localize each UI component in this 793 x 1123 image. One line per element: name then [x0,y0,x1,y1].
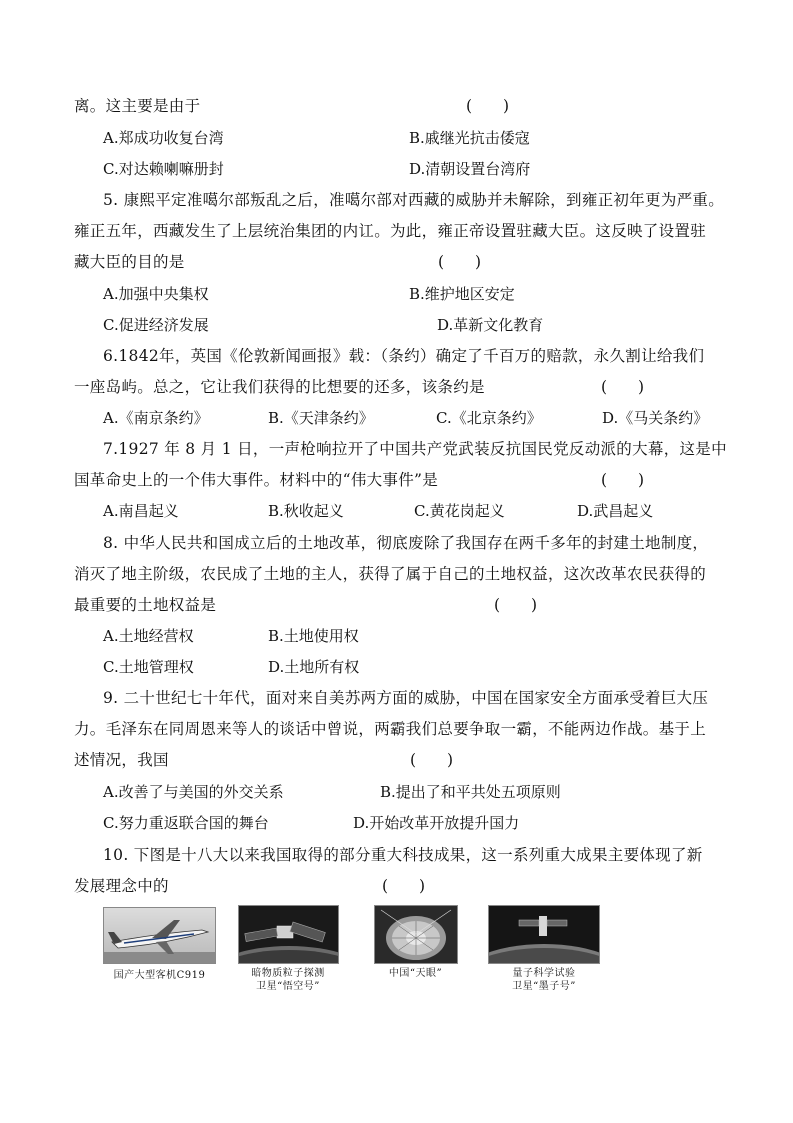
q7-option-d: D.武昌起义 [577,502,654,520]
figure-c919 [103,907,216,997]
q9-option-d: D.开始改革开放提升国力 [353,814,520,832]
q8-stem-line-2: 消灭了地主阶级，农民成了土地的主人，获得了属于自己的土地权益，这次改革农民获得的 [74,565,707,583]
figure-mozi [488,905,600,997]
figure-wukong-caption-line-2: 卫星“悟空号” [256,981,320,992]
q4-option-c: C.对达赖喇嘛册封 [103,160,224,178]
radio-telescope-photo-icon [374,905,458,964]
q4-option-b: B.戚继光抗击倭寇 [409,129,530,147]
q7-answer-paren: ( ) [601,471,645,489]
figure-tianyan-caption-line-1: 中国“天眼” [388,968,443,979]
figure-wukong [238,905,338,997]
q4-stem-end: 离。这主要是由于 [74,97,201,115]
q10-stem-line-2: 发展理念中的 [74,877,169,895]
satellite-photo-icon [238,905,339,964]
q10-answer-paren: ( ) [382,877,426,895]
q6-option-d: D.《马关条约》 [602,409,709,427]
q4-option-a: A.郑成功收复台湾 [103,129,224,147]
q7-option-a: A.南昌起义 [103,502,179,520]
q6-option-c: C.《北京条约》 [436,409,542,427]
airplane-photo-icon [103,907,216,964]
q7-option-c: C.黄花岗起义 [414,502,505,520]
q8-answer-paren: ( ) [494,596,538,614]
q8-stem-line-3: 最重要的土地权益是 [74,596,217,614]
q9-answer-paren: ( ) [410,751,454,769]
quantum-satellite-photo-icon [488,905,600,964]
q5-option-a: A.加强中央集权 [103,285,209,303]
q9-option-a: A.改善了与美国的外交关系 [103,783,284,801]
q6-stem-line-1: 6.1842年，英国《伦敦新闻画报》载：（条约）确定了千百万的赔款，永久割让给我们 [103,347,705,365]
figure-mozi-caption-line-2: 卫星“墨子号” [512,981,576,992]
q9-stem-line-1: 9. 二十世纪七十年代，面对来自美苏两方面的威胁，中国在国家安全方面承受着巨大压 [103,689,709,707]
q5-answer-paren: ( ) [438,253,482,271]
q9-option-b: B.提出了和平共处五项原则 [380,783,561,801]
q9-stem-line-3: 述情况，我国 [74,751,169,769]
q7-option-b: B.秋收起义 [268,502,344,520]
q10-figure-strip [0,905,793,1005]
q5-stem-line-2: 雍正五年，西藏发生了上层统治集团的内讧。为此，雍正帝设置驻藏大臣。这反映了设置驻 [74,222,707,240]
q5-option-d: D.革新文化教育 [437,316,544,334]
q5-option-b: B.维护地区安定 [409,285,515,303]
q9-stem-line-2: 力。毛泽东在同周恩来等人的谈话中曾说，两霸我们总要争取一霸，不能两边作战。基于上 [74,720,707,738]
q6-stem-line-2: 一座岛屿。总之，它让我们获得的比想要的还多，该条约是 [74,378,485,396]
q7-stem-line-1: 7.1927 年 8 月 1 日，一声枪响拉开了中国共产党武装反抗国民党反动派的大幕，这是中 [103,440,727,458]
q10-stem-line-1: 10. 下图是十八大以来我国取得的部分重大科技成果，这一系列重大成果主要体现了新 [103,846,703,864]
q9-option-c: C.努力重返联合国的舞台 [103,814,269,832]
q4-answer-paren: ( ) [466,97,510,115]
figure-wukong-caption-line-1: 暗物质粒子探测 [251,968,325,979]
q8-option-b: B.土地使用权 [268,627,359,645]
figure-mozi-caption-line-1: 量子科学试验 [512,968,576,979]
figure-c919-caption-line-1: 国产大型客机C919 [113,970,206,981]
q6-answer-paren: ( ) [601,378,645,396]
q8-option-d: D.土地所有权 [268,658,360,676]
q4-option-d: D.清朝设置台湾府 [409,160,531,178]
q5-option-c: C.促进经济发展 [103,316,209,334]
q8-option-a: A.土地经营权 [103,627,194,645]
figure-tianyan [374,905,457,997]
q5-stem-line-3: 藏大臣的目的是 [74,253,185,271]
q6-option-b: B.《天津条约》 [268,409,374,427]
q7-stem-line-2: 国革命史上的一个伟大事件。材料中的“伟大事件”是 [74,471,439,489]
q5-stem-line-1: 5. 康熙平定准噶尔部叛乱之后，准噶尔部对西藏的威胁并未解除，到雍正初年更为严重。 [103,191,725,209]
q8-stem-line-1: 8. 中华人民共和国成立后的土地改革，彻底废除了我国存在两千多年的封建土地制度， [103,534,709,552]
q6-option-a: A.《南京条约》 [103,409,209,427]
q8-option-c: C.土地管理权 [103,658,194,676]
